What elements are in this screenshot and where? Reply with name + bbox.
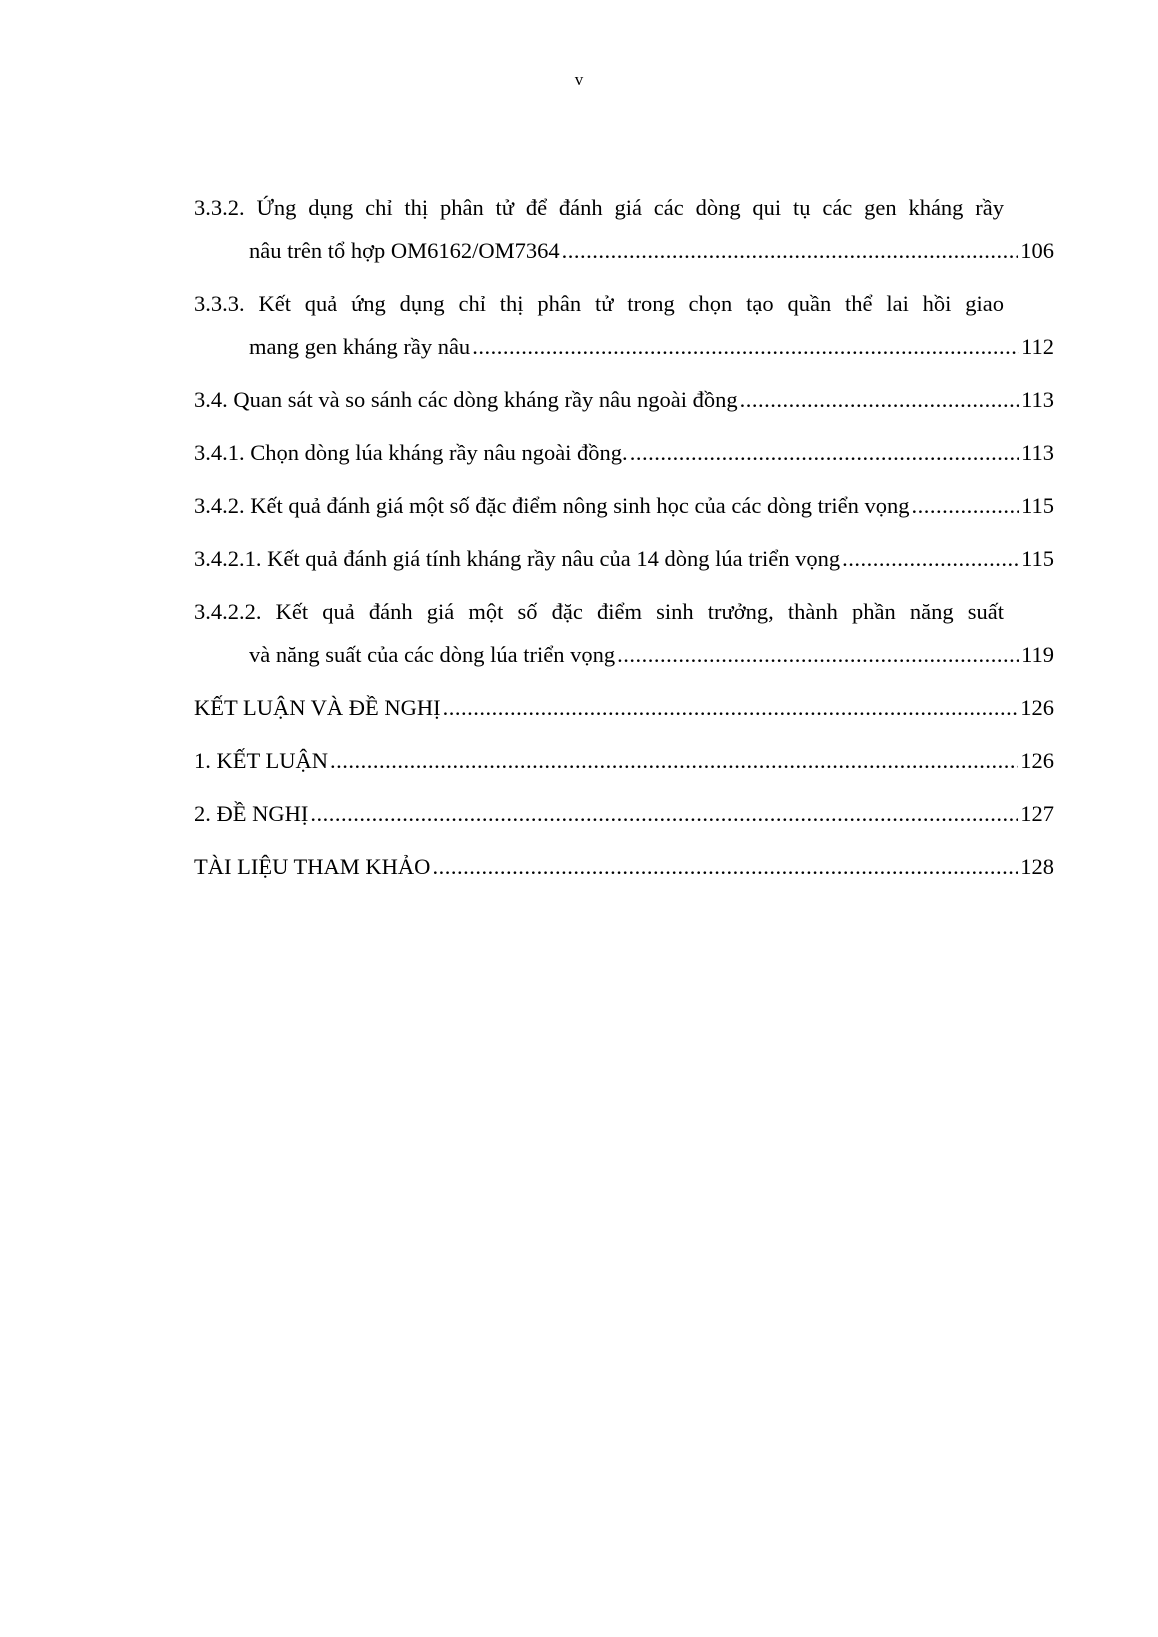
toc-entry-3-3-2[interactable] — [194, 186, 1054, 272]
toc-entry-title: 1. KẾT LUẬN — [194, 748, 328, 773]
toc-entry-title: KẾT LUẬN VÀ ĐỀ NGHỊ — [194, 695, 441, 720]
toc-page-number: 128 — [1020, 854, 1054, 879]
toc-entry-title: 3.4. Quan sát và so sánh các dòng kháng rầy nâu ngoài đồng — [194, 387, 738, 412]
table-of-contents — [194, 186, 1054, 888]
toc-entry-3-4-1[interactable] — [194, 431, 1054, 474]
toc-page-number: 115 — [1021, 493, 1054, 518]
toc-page-number: 119 — [1021, 642, 1054, 667]
toc-entry-title-continued: nâu trên tổ hợp OM6162/OM7364 — [249, 238, 560, 263]
toc-entry-tai-lieu-tham-khao[interactable] — [194, 845, 1054, 888]
toc-page-number: 126 — [1020, 695, 1054, 720]
toc-entry-3-4-2-2[interactable] — [194, 590, 1054, 676]
toc-entry-3-4-2[interactable] — [194, 484, 1054, 527]
toc-entry-ket-luan-de-nghi[interactable] — [194, 686, 1054, 729]
toc-entry-title: 3.4.2.2. Kết quả đánh giá một số đặc điểm sinh trưởng, thành phần năng suất — [194, 599, 1004, 624]
dot-leader — [740, 378, 1019, 421]
toc-entry-title-continued: mang gen kháng rầy nâu — [249, 334, 471, 359]
toc-page-number: 113 — [1021, 440, 1054, 465]
dot-leader — [330, 739, 1018, 782]
toc-entry-title-continued: và năng suất của các dòng lúa triển vọng — [249, 642, 616, 667]
dot-leader — [842, 537, 1019, 580]
toc-entry-3-4-2-1[interactable] — [194, 537, 1054, 580]
page-number: v — [574, 70, 584, 89]
toc-entry-ket-luan[interactable] — [194, 739, 1054, 782]
toc-page-number: 127 — [1020, 801, 1054, 826]
dot-leader — [443, 686, 1019, 729]
toc-entry-de-nghi[interactable] — [194, 792, 1054, 835]
dot-leader — [617, 633, 1019, 676]
toc-entry-title: 3.4.1. Chọn dòng lúa kháng rầy nâu ngoài đồng. — [194, 440, 628, 465]
toc-page-number: 112 — [1021, 334, 1054, 359]
toc-entry-title: 3.3.2. Ứng dụng chỉ thị phân tử để đánh giá các dòng qui tụ các gen kháng rầy — [194, 195, 1004, 220]
toc-entry-3-4[interactable] — [194, 378, 1054, 421]
toc-entry-title: 2. ĐỀ NGHỊ — [194, 801, 309, 826]
toc-entry-3-3-3[interactable] — [194, 282, 1054, 368]
dot-leader — [911, 484, 1019, 527]
dot-leader — [432, 845, 1018, 888]
dot-leader — [472, 325, 1019, 368]
toc-page-number: 106 — [1020, 238, 1054, 263]
dot-leader — [562, 229, 1019, 272]
toc-entry-title: 3.4.2. Kết quả đánh giá một số đặc điểm nông sinh học của các dòng triển vọng — [194, 493, 910, 518]
toc-entry-title: 3.4.2.1. Kết quả đánh giá tính kháng rầy nâu của 14 dòng lúa triển vọng — [194, 546, 841, 571]
toc-page-number: 126 — [1020, 748, 1054, 773]
toc-page-number: 115 — [1021, 546, 1054, 571]
toc-page-number: 113 — [1021, 387, 1054, 412]
dot-leader — [310, 792, 1018, 835]
toc-entry-title: 3.3.3. Kết quả ứng dụng chỉ thị phân tử trong chọn tạo quần thể lai hồi giao — [194, 291, 1004, 316]
toc-entry-title: TÀI LIỆU THAM KHẢO — [194, 854, 431, 879]
dot-leader — [630, 431, 1019, 474]
